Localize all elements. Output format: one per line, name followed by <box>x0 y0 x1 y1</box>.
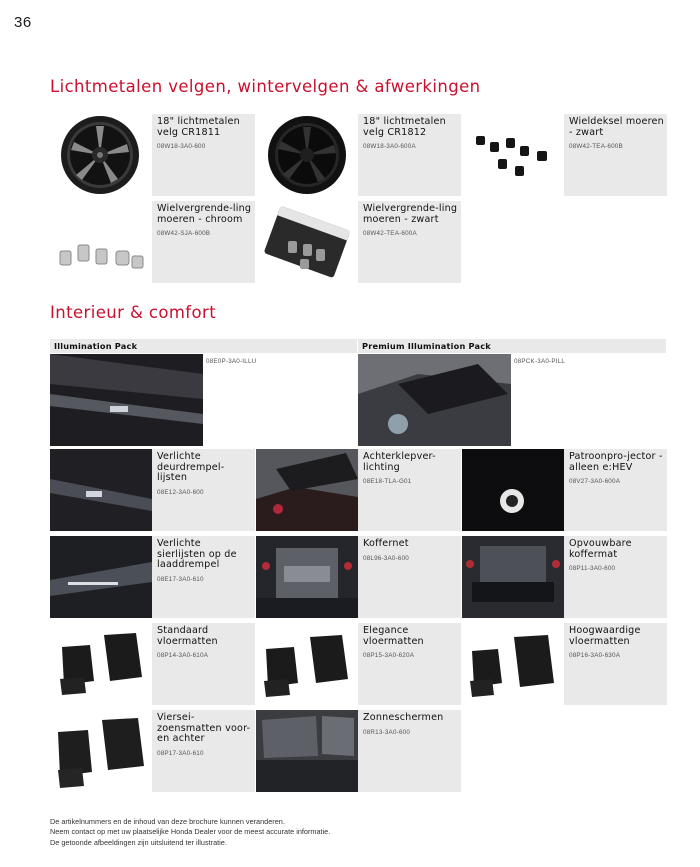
product-title: Verlichte sierlijsten op de laaddrempel <box>157 538 237 571</box>
interior-section-title: Interieur & comfort <box>50 303 217 322</box>
door-sills-photo <box>50 449 152 531</box>
footnote-line: De getoonde afbeeldingen zijn uitsluitend ter illustratie. <box>50 837 227 847</box>
product-title: Wielvergrende-ling moeren - chroom <box>157 203 252 225</box>
product-title: Wielvergrende-ling moeren - zwart <box>363 203 458 225</box>
footnote-line: De artikelnummers en de inhoud van deze brochure kunnen veranderen. <box>50 817 285 826</box>
product-code: 08W18-3A0-600 <box>157 143 206 151</box>
product-code: 08W18-3A0-600A <box>363 143 416 151</box>
product-code: 08W42-SJA-600B <box>157 230 211 238</box>
product-title: 18" lichtmetalen velg CR1812 <box>363 116 446 138</box>
premium-illumination-pack-label: Premium Illumination Pack <box>358 339 666 353</box>
product-title: Koffernet <box>363 538 409 549</box>
tailgate-lighting-photo <box>256 449 358 531</box>
wheels-section-title: Lichtmetalen velgen, wintervelgen & afwerkingen <box>50 77 481 96</box>
product-code: 08P11-3A0-600 <box>569 565 616 573</box>
nut-caps-photo <box>462 114 564 196</box>
trunk-mat-photo <box>462 536 564 618</box>
illumination-pack-photo <box>50 354 203 446</box>
product-code: 08P14-3A0-610A <box>157 652 209 660</box>
product-title: Patroonpro-jector - alleen e:HEV <box>569 451 663 473</box>
page-number: 36 <box>14 14 32 31</box>
product-code: 08V27-3A0-600A <box>569 478 621 486</box>
product-title: Opvouwbare koffermat <box>569 538 632 560</box>
footnote <box>50 817 330 848</box>
product-title: Viersei-zoensmatten voor- en achter <box>157 712 251 745</box>
product-code: 08W42-TEA-600A <box>363 230 417 238</box>
product-title: Wieldeksel moeren - zwart <box>569 116 664 138</box>
premium-floor-mats-photo <box>462 623 564 705</box>
product-title: 18" lichtmetalen velg CR1811 <box>157 116 240 138</box>
premium-illumination-pack-code: 08PCK-3A0-PILL <box>514 358 566 365</box>
illumination-pack-label: Illumination Pack <box>50 339 357 353</box>
product-code: 08P15-3A0-620A <box>363 652 415 660</box>
product-code: 08P16-3A0-630A <box>569 652 621 660</box>
product-code: 08L96-3A0-600 <box>363 554 410 562</box>
elegance-floor-mats-photo <box>256 623 358 705</box>
product-title: Verlichte deurdrempel-lijsten <box>157 451 225 484</box>
product-title: Zonneschermen <box>363 712 444 723</box>
standard-floor-mats-photo <box>50 623 152 705</box>
sunshades-photo <box>256 710 358 792</box>
premium-illumination-pack-photo <box>358 354 511 446</box>
wheel-photo <box>256 114 358 196</box>
locking-nuts-chrome-photo <box>50 201 152 283</box>
all-season-mats-photo <box>50 710 152 792</box>
load-sill-photo <box>50 536 152 618</box>
cargo-net-photo <box>256 536 358 618</box>
wheel-photo <box>50 114 152 196</box>
product-code: 08E12-3A0-600 <box>157 488 204 496</box>
product-code: 08E17-3A0-610 <box>157 575 204 583</box>
product-title: Achterklepver-lichting <box>363 451 436 473</box>
product-title: Elegance vloermatten <box>363 625 424 647</box>
product-code: 08P17-3A0-610 <box>157 749 204 757</box>
illumination-pack-code: 08E0P-3A0-ILLU <box>206 358 257 365</box>
product-code: 08E18-TLA-G01 <box>363 478 412 486</box>
product-title: Standaard vloermatten <box>157 625 218 647</box>
product-code: 08W42-TEA-600B <box>569 143 623 151</box>
product-title: Hoogwaardige vloermatten <box>569 625 641 647</box>
footnote-line: Neem contact op met uw plaatselijke Honda Dealer voor de meest accurate informatie. <box>50 827 331 837</box>
product-code: 08R13-3A0-600 <box>363 728 411 736</box>
pattern-projector-photo <box>462 449 564 531</box>
locking-nuts-black-photo <box>256 201 358 283</box>
